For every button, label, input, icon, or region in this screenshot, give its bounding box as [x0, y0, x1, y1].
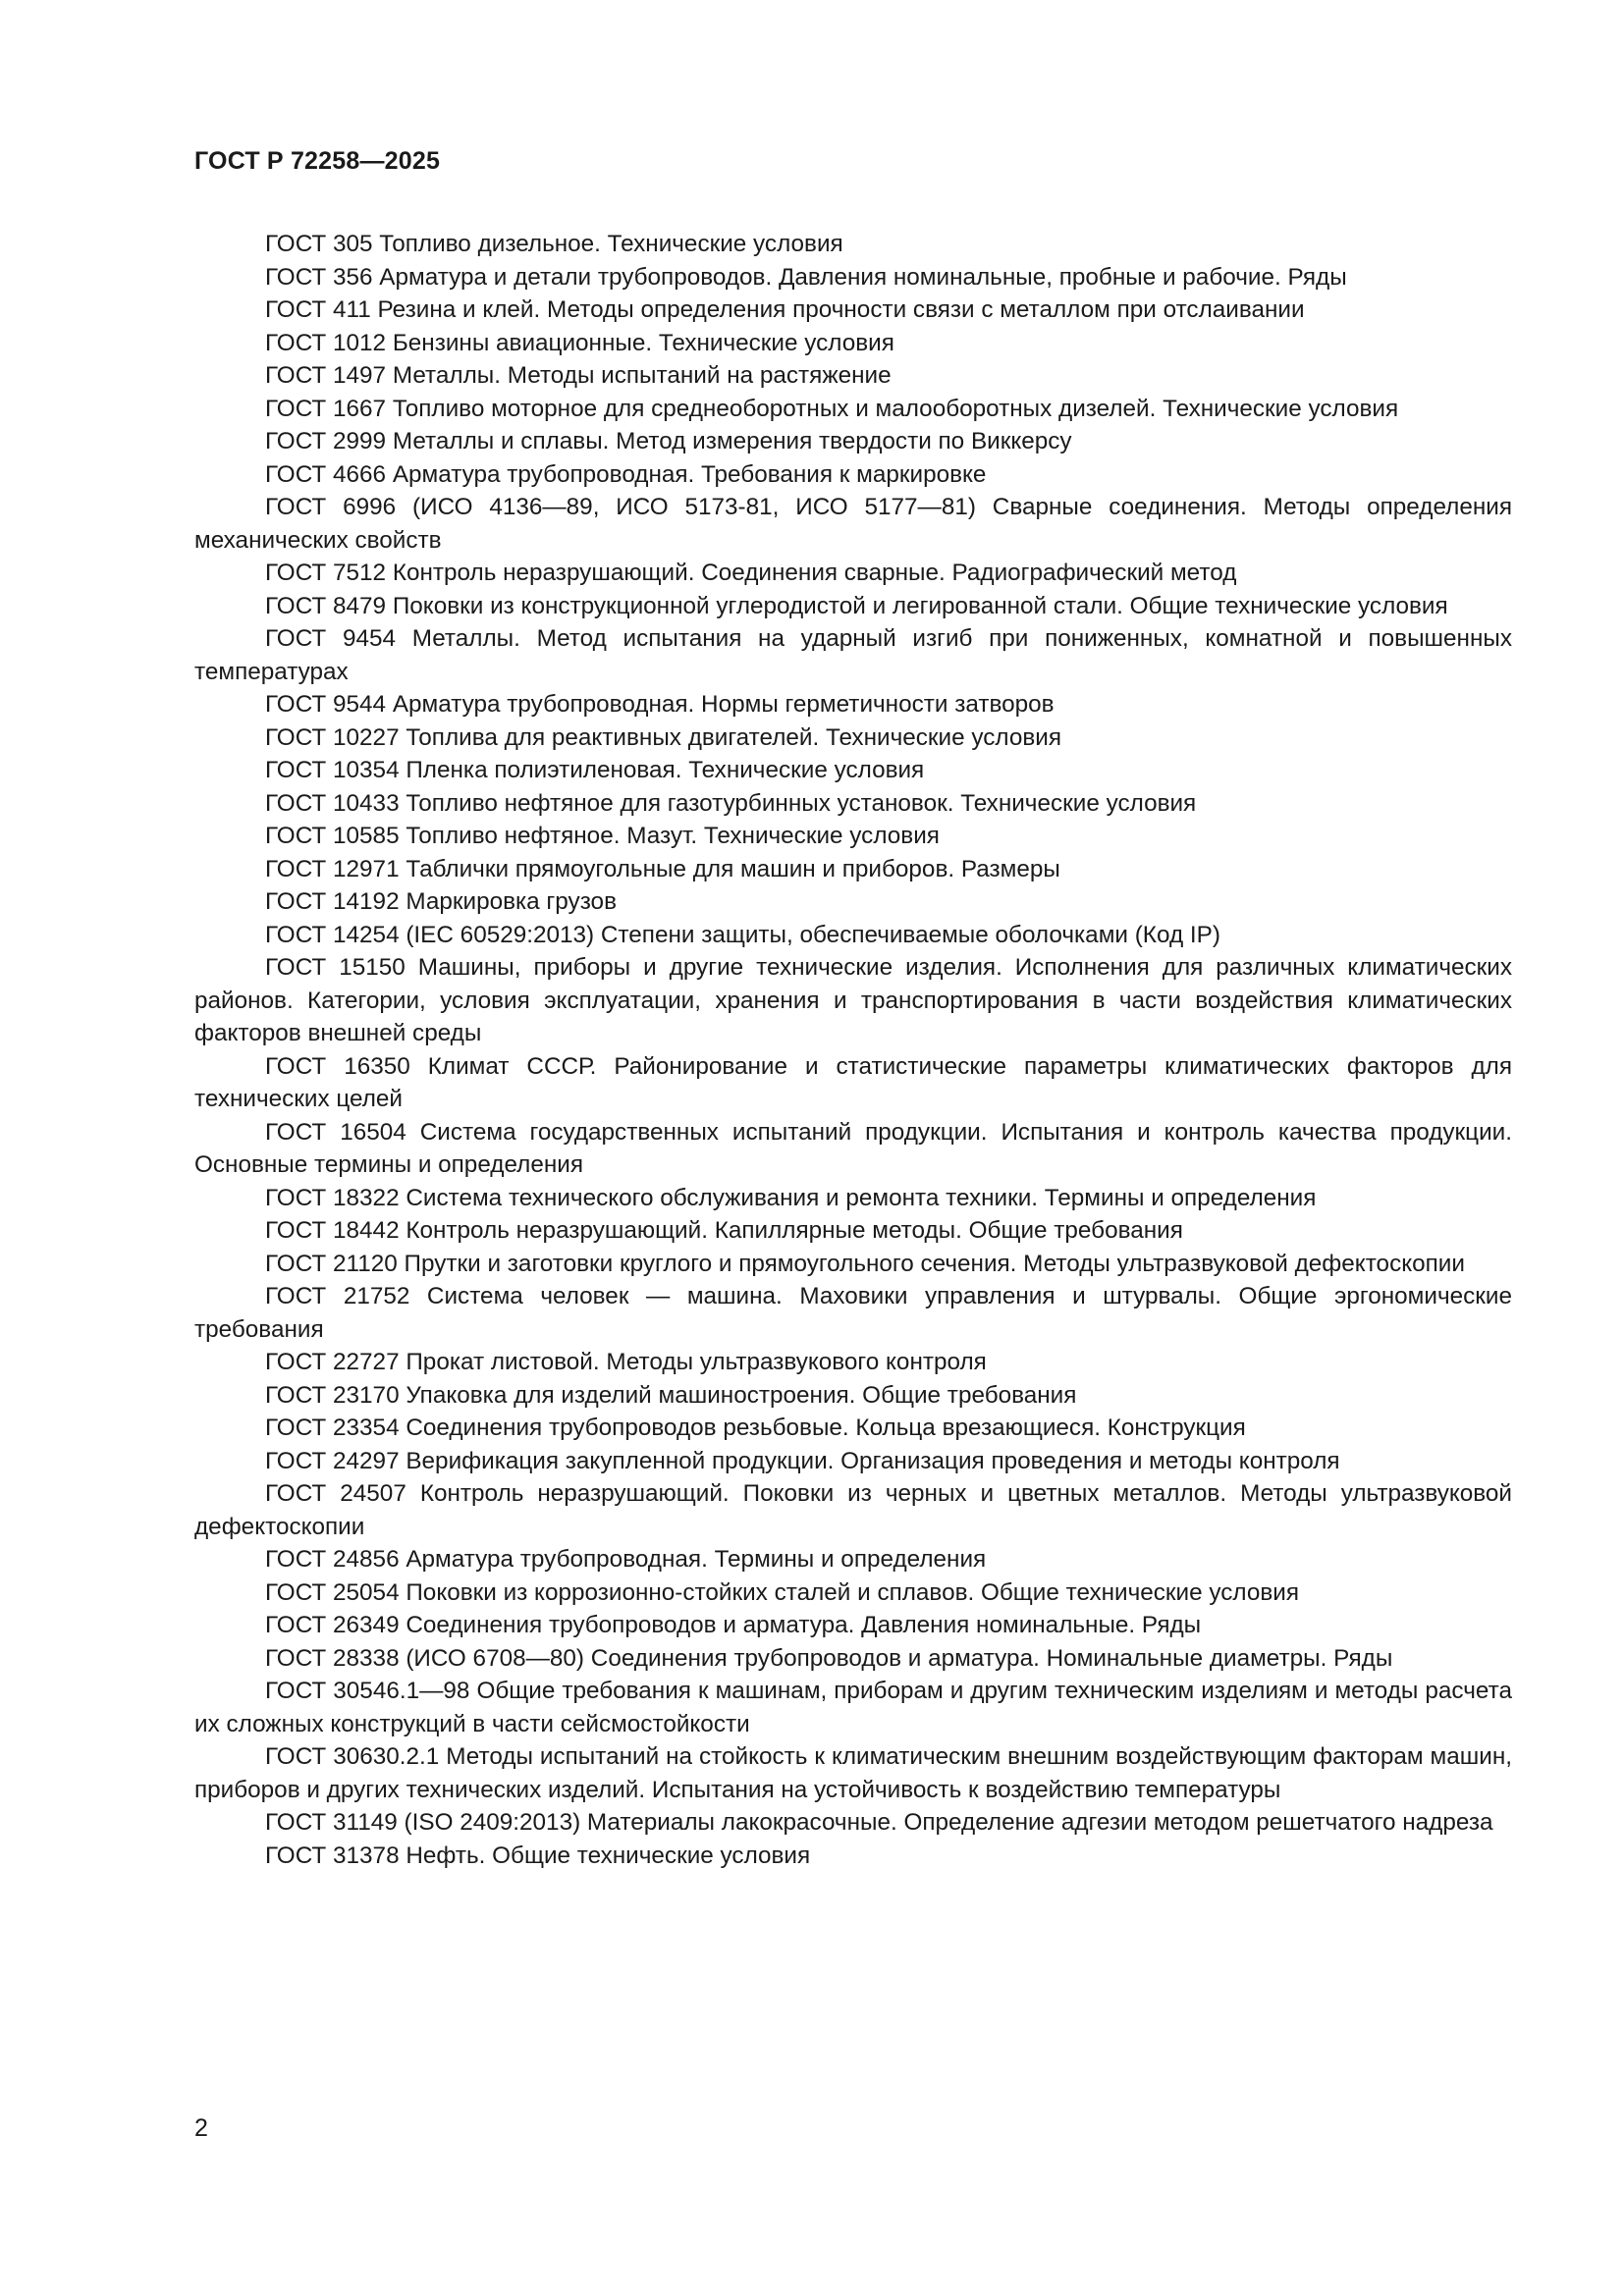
reference-item: ГОСТ 7512 Контроль неразрушающий. Соединения сварные. Радиографический метод [265, 560, 1237, 586]
reference-item: ГОСТ 30630.2.1 Методы испытаний на стойкость к климатическим внешним воздействующим факторам машин, приборов и других технических изделий. Испытания на устойчивость к воздействию температуры [194, 1743, 1512, 1803]
reference-item: ГОСТ 28338 (ИСО 6708—80) Соединения трубопроводов и арматура. Номинальные диаметры. Ряды [265, 1644, 1393, 1672]
reference-item: ГОСТ 1497 Металлы. Методы испытаний на растяжение [265, 362, 892, 389]
reference-item: ГОСТ 15150 Машины, приборы и другие технические изделия. Исполнения для различных климатических районов. Категории, условия эксплуатации, хранения и транспортирования в части воздействия климатических факторов внешней среды [194, 954, 1512, 1046]
reference-item: ГОСТ 23354 Соединения трубопроводов резьбовые. Кольца врезающиеся. Конструкция [265, 1415, 1246, 1441]
reference-item: ГОСТ 411 Резина и клей. Методы определения прочности связи с металлом при отслаивании [265, 296, 1305, 323]
reference-item: ГОСТ 25054 Поковки из коррозионно-стойких сталей и сплавов. Общие технические условия [265, 1578, 1300, 1606]
reference-item: ГОСТ 16504 Система государственных испытаний продукции. Испытания и контроль качества продукции. Основные термины и определения [194, 1118, 1512, 1178]
reference-item: ГОСТ 12971 Таблички прямоугольные для машин и приборов. Размеры [265, 855, 1060, 882]
reference-item: ГОСТ 24297 Верификация закупленной продукции. Организация проведения и методы контроля [265, 1447, 1340, 1474]
reference-item: ГОСТ 10227 Топлива для реактивных двигателей. Технические условия [265, 723, 1061, 751]
reference-item: ГОСТ 31149 (ISO 2409:2013) Материалы лакокрасочные. Определение адгезии методом решетчатого надреза [265, 1809, 1493, 1836]
reference-item: ГОСТ 14192 Маркировка грузов [265, 888, 617, 915]
reference-item: ГОСТ 16350 Климат СССР. Районирование и статистические параметры климатических факторов для технических целей [194, 1052, 1512, 1112]
reference-item: ГОСТ 1012 Бензины авиационные. Технические условия [265, 329, 894, 356]
reference-item: ГОСТ 21120 Прутки и заготовки круглого и прямоугольного сечения. Методы ультразвуковой дефектоскопии [265, 1250, 1465, 1277]
reference-item: ГОСТ 305 Топливо дизельное. Технические условия [265, 231, 843, 257]
reference-item: ГОСТ 30546.1—98 Общие требования к машинам, приборам и другим техническим изделиям и методы расчета их сложных конструкций в части сейсмостойкости [194, 1678, 1512, 1737]
reference-item: ГОСТ 24507 Контроль неразрушающий. Поковки из черных и цветных металлов. Методы ультразвуковой дефектоскопии [194, 1480, 1512, 1540]
reference-item: ГОСТ 26349 Соединения трубопроводов и арматура. Давления номинальные. Ряды [265, 1612, 1202, 1638]
reference-item: ГОСТ 6996 (ИСО 4136—89, ИСО 5173-81, ИСО 5177—81) Сварные соединения. Методы определения механических свойств [194, 494, 1512, 554]
reference-item: ГОСТ 22727 Прокат листовой. Методы ультразвукового контроля [265, 1349, 987, 1375]
reference-item: ГОСТ 10433 Топливо нефтяное для газотурбинных установок. Технические условия [265, 789, 1197, 817]
reference-item: ГОСТ 8479 Поковки из конструкционной углеродистой и легированной стали. Общие технические условия [265, 592, 1448, 619]
reference-item: ГОСТ 18322 Система технического обслуживания и ремонта техники. Термины и определения [265, 1184, 1317, 1211]
reference-item: ГОСТ 4666 Арматура трубопроводная. Требования к маркировке [265, 460, 987, 488]
reference-item: ГОСТ 2999 Металлы и сплавы. Метод измерения твердости по Виккерсу [265, 428, 1072, 454]
reference-item: ГОСТ 21752 Система человек — машина. Маховики управления и штурвалы. Общие эргономические требования [194, 1283, 1512, 1343]
page-number: 2 [194, 2114, 208, 2142]
reference-item: ГОСТ 356 Арматура и детали трубопроводов. Давления номинальные, пробные и рабочие. Ряды [265, 263, 1347, 291]
reference-item: ГОСТ 10585 Топливо нефтяное. Мазут. Технические условия [265, 823, 940, 849]
reference-item: ГОСТ 14254 (IEC 60529:2013) Степени защиты, обеспечиваемые оболочками (Код IP) [265, 921, 1220, 948]
reference-item: ГОСТ 9544 Арматура трубопроводная. Нормы герметичности затворов [265, 691, 1055, 718]
reference-item: ГОСТ 23170 Упаковка для изделий машиностроения. Общие требования [265, 1381, 1077, 1409]
reference-item: ГОСТ 24856 Арматура трубопроводная. Термины и определения [265, 1546, 987, 1573]
reference-item: ГОСТ 9454 Металлы. Метод испытания на ударный изгиб при пониженных, комнатной и повышенных температурах [194, 625, 1512, 685]
document-header: ГОСТ Р 72258—2025 [194, 147, 441, 175]
reference-item: ГОСТ 18442 Контроль неразрушающий. Капиллярные методы. Общие требования [265, 1217, 1183, 1244]
normative-references-list [194, 228, 1512, 1872]
reference-item: ГОСТ 1667 Топливо моторное для среднеоборотных и малооборотных дизелей. Технические условия [265, 395, 1399, 422]
reference-item: ГОСТ 31378 Нефть. Общие технические условия [265, 1842, 811, 1869]
reference-item: ГОСТ 10354 Пленка полиэтиленовая. Технические условия [265, 757, 925, 783]
